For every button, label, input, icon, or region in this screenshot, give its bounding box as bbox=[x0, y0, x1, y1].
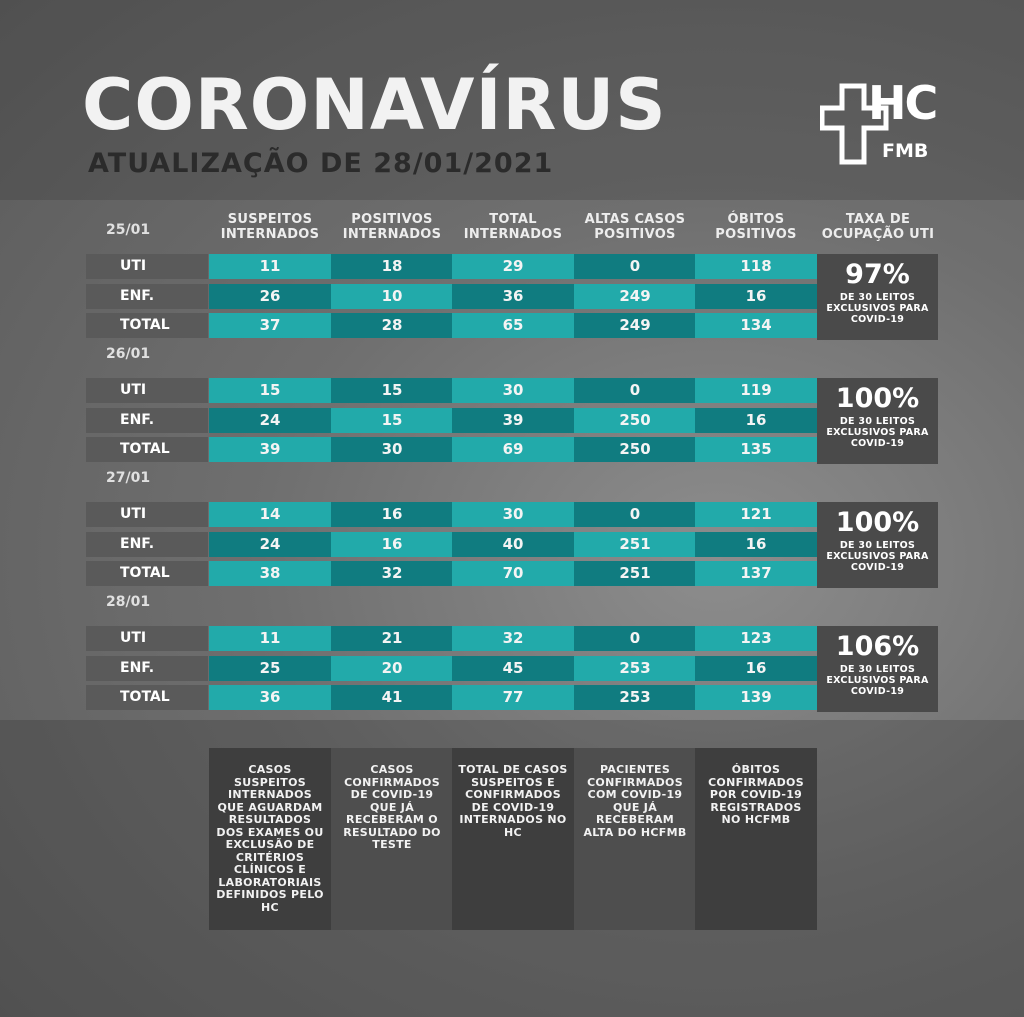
column-header: POSITIVOS INTERNADOS bbox=[342, 212, 442, 242]
table-cell: 135 bbox=[695, 437, 817, 462]
table-cell: 25 bbox=[209, 656, 331, 681]
table-cell: 10 bbox=[331, 284, 453, 309]
occupancy-rate: 100% bbox=[835, 507, 920, 538]
occupancy-rate: 100% bbox=[835, 383, 920, 414]
occupancy-note: DE 30 LEITOS EXCLUSIVOS PARA COVID-19 bbox=[826, 292, 929, 325]
row-label: UTI bbox=[86, 626, 208, 651]
table-cell: 121 bbox=[695, 502, 817, 527]
table-cell: 41 bbox=[331, 685, 453, 710]
date-label: 27/01 bbox=[106, 470, 151, 486]
column-header: SUSPEITOS INTERNADOS bbox=[220, 212, 320, 242]
table-cell: 16 bbox=[695, 532, 817, 557]
column-header: ÓBITOS POSITIVOS bbox=[715, 212, 797, 242]
table-cell: 16 bbox=[331, 502, 453, 527]
table-cell: 119 bbox=[695, 378, 817, 403]
table-cell: 36 bbox=[209, 685, 331, 710]
row-label: UTI bbox=[86, 378, 208, 403]
occupancy-box bbox=[817, 378, 938, 464]
table-cell: 123 bbox=[695, 626, 817, 651]
hcfmb-logo bbox=[820, 76, 942, 168]
row-label: TOTAL bbox=[86, 313, 208, 338]
table-cell: 249 bbox=[574, 284, 696, 309]
legend-box: CASOS SUSPEITOS INTERNADOS QUE AGUARDAM RESULTADOS DOS EXAMES OU EXCLUSÃO DE CRITÉRIOS CLÍNICOS E LABORATORIAIS DEFINIDOS PELO HC bbox=[209, 748, 331, 930]
table-cell: 253 bbox=[574, 656, 696, 681]
table-cell: 249 bbox=[574, 313, 696, 338]
table-cell: 250 bbox=[574, 437, 696, 462]
table-cell: 134 bbox=[695, 313, 817, 338]
table-cell: 250 bbox=[574, 408, 696, 433]
row-label: TOTAL bbox=[86, 561, 208, 586]
row-label: ENF. bbox=[86, 284, 208, 309]
table-cell: 16 bbox=[331, 532, 453, 557]
table-cell: 21 bbox=[331, 626, 453, 651]
column-header: ALTAS CASOS POSITIVOS bbox=[584, 212, 686, 242]
table-cell: 38 bbox=[209, 561, 331, 586]
occupancy-note: DE 30 LEITOS EXCLUSIVOS PARA COVID-19 bbox=[826, 540, 929, 573]
page-subtitle: ATUALIZAÇÃO DE 28/01/2021 bbox=[88, 148, 554, 179]
table-cell: 15 bbox=[331, 378, 453, 403]
date-label: 25/01 bbox=[106, 222, 151, 238]
row-label: TOTAL bbox=[86, 437, 208, 462]
table-cell: 0 bbox=[574, 254, 696, 279]
table-cell: 39 bbox=[209, 437, 331, 462]
row-label: TOTAL bbox=[86, 685, 208, 710]
occupancy-rate: 106% bbox=[835, 631, 920, 662]
table-cell: 14 bbox=[209, 502, 331, 527]
table-cell: 26 bbox=[209, 284, 331, 309]
legend-box: TOTAL DE CASOS SUSPEITOS E CONFIRMADOS DE COVID-19 INTERNADOS NO HC bbox=[452, 748, 574, 930]
table-cell: 11 bbox=[209, 626, 331, 651]
occupancy-rate: 97% bbox=[845, 259, 910, 290]
table-cell: 253 bbox=[574, 685, 696, 710]
column-header: TAXA DE OCUPAÇÃO UTI bbox=[821, 212, 935, 242]
table-cell: 30 bbox=[452, 378, 574, 403]
table-cell: 15 bbox=[209, 378, 331, 403]
table-cell: 16 bbox=[695, 408, 817, 433]
table-cell: 39 bbox=[452, 408, 574, 433]
table-cell: 20 bbox=[331, 656, 453, 681]
column-header: TOTAL INTERNADOS bbox=[463, 212, 563, 242]
table-cell: 32 bbox=[452, 626, 574, 651]
table-cell: 15 bbox=[331, 408, 453, 433]
table-cell: 40 bbox=[452, 532, 574, 557]
table-cell: 251 bbox=[574, 532, 696, 557]
table-cell: 0 bbox=[574, 626, 696, 651]
table-cell: 11 bbox=[209, 254, 331, 279]
page-title: CORONAVÍRUS bbox=[82, 64, 667, 146]
table-cell: 36 bbox=[452, 284, 574, 309]
table-cell: 251 bbox=[574, 561, 696, 586]
table-cell: 16 bbox=[695, 284, 817, 309]
table-cell: 139 bbox=[695, 685, 817, 710]
legend-box: CASOS CONFIRMADOS DE COVID-19 QUE JÁ RECEBERAM O RESULTADO DO TESTE bbox=[331, 748, 453, 930]
row-label: ENF. bbox=[86, 532, 208, 557]
table-cell: 30 bbox=[331, 437, 453, 462]
logo-fmb: FMB bbox=[882, 140, 929, 162]
table-cell: 77 bbox=[452, 685, 574, 710]
table-cell: 16 bbox=[695, 656, 817, 681]
table-cell: 45 bbox=[452, 656, 574, 681]
occupancy-note: DE 30 LEITOS EXCLUSIVOS PARA COVID-19 bbox=[826, 664, 929, 697]
table-cell: 37 bbox=[209, 313, 331, 338]
table-cell: 24 bbox=[209, 532, 331, 557]
table-cell: 137 bbox=[695, 561, 817, 586]
table-cell: 30 bbox=[452, 502, 574, 527]
legend-box: ÓBITOS CONFIRMADOS POR COVID-19 REGISTRADOS NO HCFMB bbox=[695, 748, 817, 930]
row-label: ENF. bbox=[86, 408, 208, 433]
occupancy-note: DE 30 LEITOS EXCLUSIVOS PARA COVID-19 bbox=[826, 416, 929, 449]
legend-box: PACIENTES CONFIRMADOS COM COVID-19 QUE JÁ RECEBERAM ALTA DO HCFMB bbox=[574, 748, 696, 930]
occupancy-box bbox=[817, 502, 938, 588]
table-cell: 69 bbox=[452, 437, 574, 462]
row-label: ENF. bbox=[86, 656, 208, 681]
date-label: 26/01 bbox=[106, 346, 151, 362]
table-cell: 29 bbox=[452, 254, 574, 279]
date-label: 28/01 bbox=[106, 594, 151, 610]
occupancy-box bbox=[817, 254, 938, 340]
row-label: UTI bbox=[86, 254, 208, 279]
table-cell: 0 bbox=[574, 378, 696, 403]
table-cell: 0 bbox=[574, 502, 696, 527]
table-cell: 118 bbox=[695, 254, 817, 279]
occupancy-box bbox=[817, 626, 938, 712]
table-cell: 65 bbox=[452, 313, 574, 338]
table-cell: 70 bbox=[452, 561, 574, 586]
table-cell: 18 bbox=[331, 254, 453, 279]
table-cell: 32 bbox=[331, 561, 453, 586]
row-label: UTI bbox=[86, 502, 208, 527]
logo-hc: HC bbox=[868, 76, 937, 130]
table-cell: 28 bbox=[331, 313, 453, 338]
table-cell: 24 bbox=[209, 408, 331, 433]
